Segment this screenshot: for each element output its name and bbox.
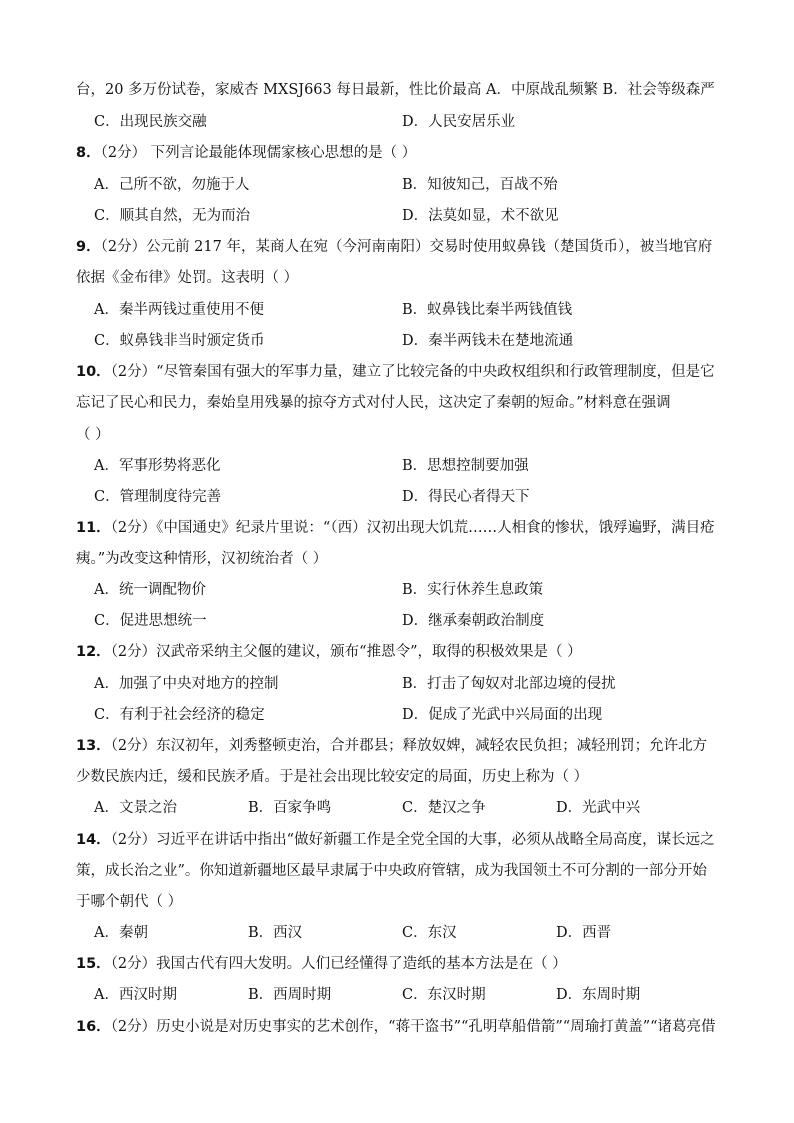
question-14-option-a: A．秦朝 <box>94 925 148 941</box>
question-10-stem-line-3: （ ） <box>76 427 110 443</box>
question-8-option-b: B．知彼知己，百战不殆 <box>402 177 558 193</box>
question-7-continuation: 台，20 多万份试卷，家威杏 MXSJ663 每日最新，性比价最高 A．中原战乱频繁 B．社会等级森严 <box>76 82 715 98</box>
question-15-stem <box>76 954 718 974</box>
question-text: （2分）习近平在讲话中指出“做好新疆工作是全党全国的大事，必须从战略全局高度，谋长远之 <box>110 832 715 848</box>
question-10-option-c: C．管理制度待完善 <box>94 489 222 505</box>
question-11-stem <box>76 518 718 538</box>
question-number: 16． <box>76 1019 111 1035</box>
question-14-option-b: B．西汉 <box>248 925 303 941</box>
question-14-stem-line-3: 于哪个朝代（ ） <box>76 894 183 910</box>
question-7-option-d: D．人民安居乐业 <box>402 114 516 130</box>
question-text: （2分）“尽管秦国有强大的军事力量，建立了比较完备的中央政权组织和行政管理制度，但是它 <box>110 364 715 380</box>
question-12-option-a: A．加强了中央对地方的控制 <box>94 676 279 692</box>
question-9-option-d: D．秦半两钱未在楚地流通 <box>402 333 574 349</box>
question-12-option-d: D．促成了光武中兴局面的出现 <box>402 707 603 723</box>
question-text: （2分） 下列言论最能体现儒家核心思想的是（ ） <box>100 145 417 161</box>
question-15-option-b: B．西周时期 <box>248 987 332 1003</box>
question-12-option-c: C．有利于社会经济的稳定 <box>94 707 265 723</box>
question-14-stem <box>76 830 718 850</box>
question-number: 10． <box>76 364 111 380</box>
question-7-option-c: C．出现民族交融 <box>94 114 207 130</box>
question-text: （2分）历史小说是对历史事实的艺术创作，“蒋干盗书”“孔明草船借箭”“周瑜打黄盖”“诸葛亮借 <box>110 1019 716 1035</box>
question-14-stem-line-2: 策，成长治之业”。你知道新疆地区最早隶属于中央政府管辖，成为我国领土不可分割的一部分开始 <box>76 863 707 879</box>
question-11-option-c: C．促进思想统一 <box>94 613 207 629</box>
question-13-option-c: C．楚汉之争 <box>402 800 486 816</box>
question-number: 8． <box>76 145 101 161</box>
question-15-option-a: A．西汉时期 <box>94 987 177 1003</box>
question-15-option-d: D．东周时期 <box>556 987 641 1003</box>
question-11-option-a: A．统一调配物价 <box>94 582 206 598</box>
question-text: （2分）我国古代有四大发明。人们已经懂得了造纸的基本方法是在（ ） <box>110 956 567 972</box>
question-11-stem-line-2: 痍。”为改变这种情形，汉初统治者（ ） <box>76 551 328 567</box>
question-13-option-b: B．百家争鸣 <box>248 800 332 816</box>
question-text: （2分）《中国通史》纪录片里说：“（西）汉初出现大饥荒……人相食的惨状，饿殍遍野，满目疮 <box>110 520 715 536</box>
question-8-option-d: D．法莫如显，术不欲见 <box>402 208 559 224</box>
question-10-option-a: A．军事形势将恶化 <box>94 458 221 474</box>
question-8-option-c: C．顺其自然，无为而治 <box>94 208 251 224</box>
question-12-stem <box>76 642 718 662</box>
question-number: 9． <box>76 239 101 255</box>
question-9-option-b: B．蚁鼻钱比秦半两钱值钱 <box>402 302 573 318</box>
question-10-option-b: B．思想控制要加强 <box>402 458 529 474</box>
question-11-option-d: D．继承秦朝政治制度 <box>402 613 545 629</box>
question-number: 12． <box>76 644 111 660</box>
question-9-stem-line-2: 依据《金布律》处罚。这表明（ ） <box>76 270 299 286</box>
question-11-option-b: B．实行休养生息政策 <box>402 582 544 598</box>
question-number: 13． <box>76 738 111 754</box>
question-9-stem <box>76 237 718 257</box>
question-16-stem <box>76 1017 718 1037</box>
question-10-stem <box>76 362 718 382</box>
question-8-option-a: A．己所不欲，勿施于人 <box>94 177 250 193</box>
question-number: 14． <box>76 832 111 848</box>
question-text: （2分）东汉初年，刘秀整顿吏治，合并郡县；释放奴婢，减轻农民负担；减轻刑罚；允许北方 <box>110 738 708 754</box>
question-13-stem-line-2: 少数民族内迁，缓和民族矛盾。于是社会出现比较安定的局面，历史上称为（ ） <box>76 769 589 785</box>
question-14-option-c: C．东汉 <box>402 925 457 941</box>
question-number: 11． <box>76 520 111 536</box>
question-10-option-d: D．得民心者得天下 <box>402 489 530 505</box>
question-14-option-d: D．西晋 <box>556 925 612 941</box>
question-number: 15． <box>76 956 111 972</box>
question-13-option-a: A．文景之治 <box>94 800 177 816</box>
question-13-option-d: D．光武中兴 <box>556 800 641 816</box>
question-text: （2分）汉武帝采纳主父偃的建议，颁布“推恩令”，取得的积极效果是（ ） <box>110 644 582 660</box>
question-9-option-c: C．蚁鼻钱非当时颁定货币 <box>94 333 265 349</box>
question-text: （2分）公元前 217 年，某商人在宛（今河南南阳）交易时使用蚁鼻钱（楚国货币），被当地官府 <box>100 239 713 255</box>
question-12-option-b: B．打击了匈奴对北部边境的侵扰 <box>402 676 616 692</box>
question-9-option-a: A．秦半两钱过重使用不便 <box>94 302 264 318</box>
question-8-stem <box>76 143 718 163</box>
question-15-option-c: C．东汉时期 <box>402 987 486 1003</box>
question-10-stem-line-2: 忘记了民心和民力，秦始皇用残暴的掠夺方式对付人民，这决定了秦朝的短命。”材料意在强调 <box>76 395 671 411</box>
question-13-stem <box>76 736 718 756</box>
